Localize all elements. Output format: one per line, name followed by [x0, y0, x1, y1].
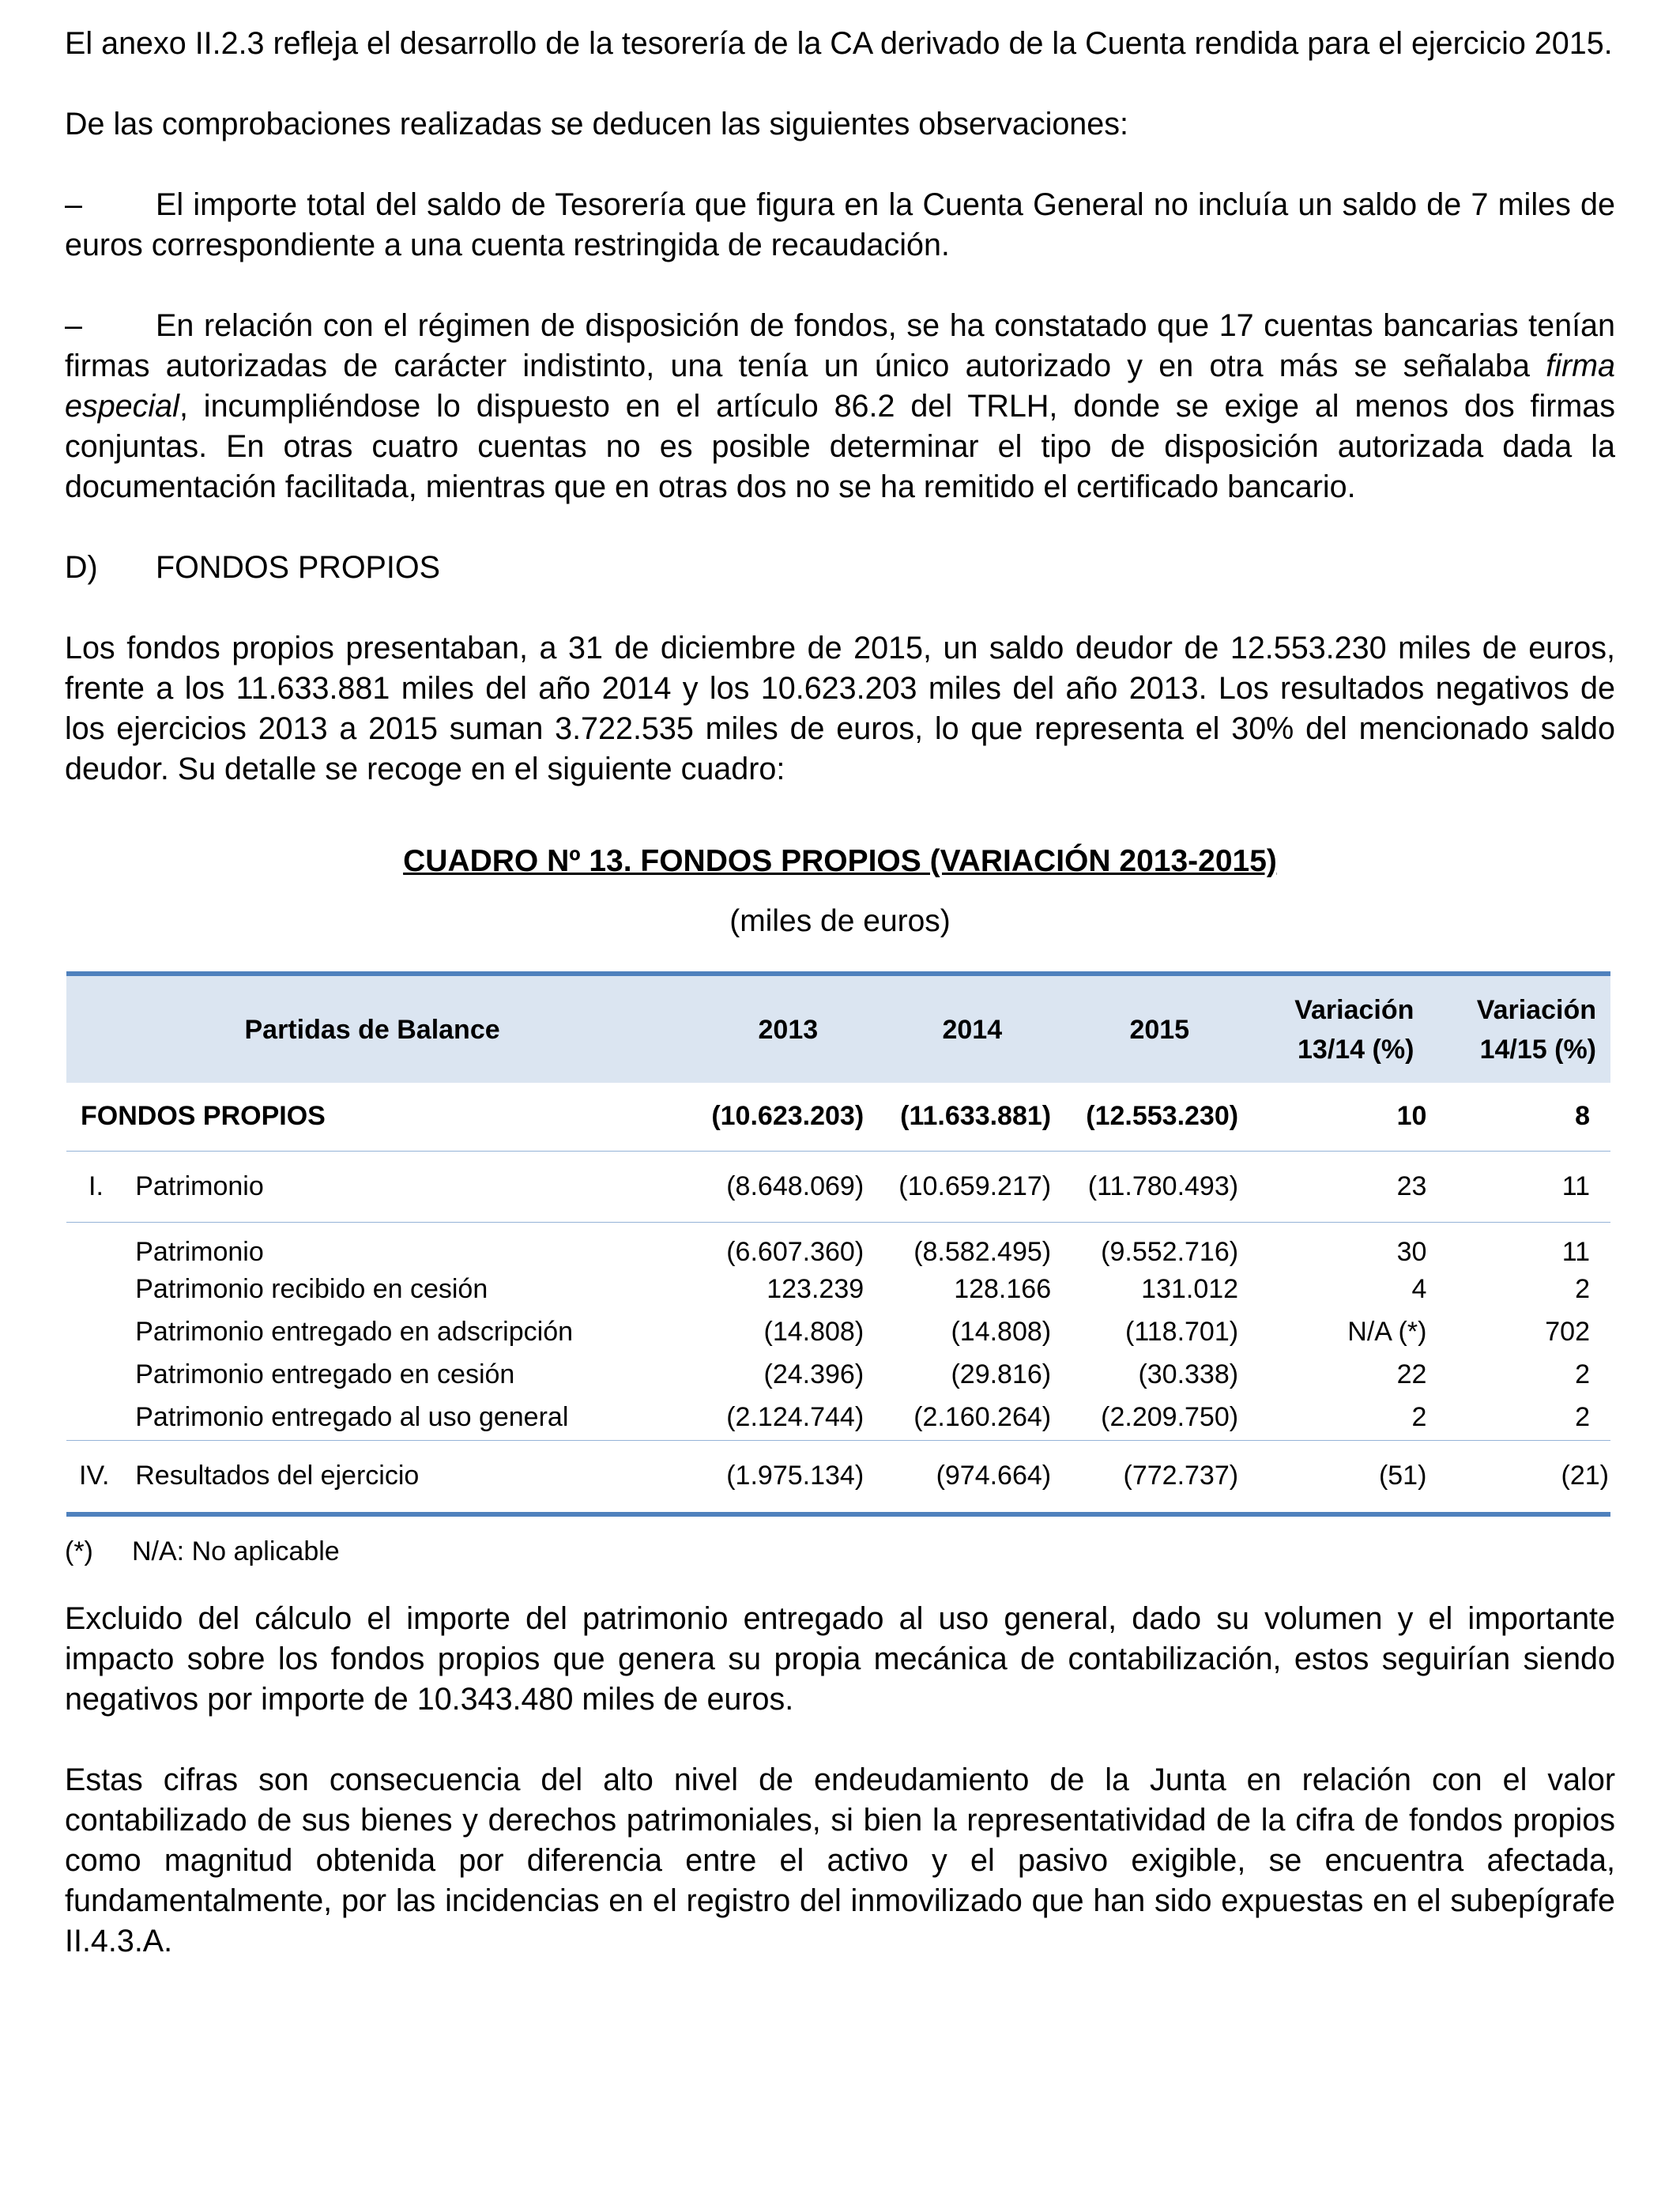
cell-var-13-14: N/A (*) [1347, 1316, 1427, 1347]
row-roman: IV. [79, 1461, 110, 1491]
cell-2015: 131.012 [1141, 1273, 1239, 1304]
paragraph-excluido-calculo: Excluido del cálculo el importe del patrimonio entregado al uso general, dado su volumen y el importante impacto sobre los fondos propios que genera su propia mecánica de contabilización, estos seguirían siendo negativos por importe de 10.343.480 miles de euros. [65, 1601, 1615, 1717]
cell-2013: (6.607.360) [726, 1237, 864, 1267]
section-heading [65, 548, 1615, 588]
cell-var-13-14: 30 [1396, 1237, 1427, 1267]
table-unit: (miles de euros) [729, 904, 951, 938]
bullet-text: El importe total del saldo de Tesorería que figura en la Cuenta General no incluía un saldo de 7 miles de euros correspondiente a una cuenta restringida de recaudación. [65, 187, 1615, 262]
cell-2015: (2.209.750) [1101, 1402, 1239, 1433]
row-label: Patrimonio [135, 1171, 264, 1201]
row-roman [66, 1353, 135, 1396]
cell-2014: (2.160.264) [913, 1402, 1052, 1433]
paragraph-observaciones-intro: De las comprobaciones realizadas se deducen las siguientes observaciones: [65, 107, 1128, 141]
header-variacion-14-15 [1428, 974, 1610, 1083]
cell-var-13-14: 23 [1396, 1171, 1427, 1201]
row-label: Resultados del ejercicio [135, 1461, 420, 1491]
bullet-text-part1: En relación con el régimen de disposición de fondos, se ha constatado que 17 cuentas bancarias tenían firmas autorizadas de carácter indistinto, una tenía un único autorizado y en otra más se señalaba [65, 308, 1615, 383]
table-row [66, 1222, 1610, 1268]
cell-2013: (1.975.134) [726, 1461, 864, 1491]
row-label: Patrimonio recibido en cesión [135, 1273, 488, 1304]
row-roman: I. [89, 1171, 104, 1201]
table-row [66, 1440, 1610, 1514]
cell-2013: (14.808) [763, 1316, 864, 1347]
header-variacion-label: Variación [1476, 994, 1596, 1025]
cell-2013: (10.623.203) [711, 1101, 864, 1132]
section-title: FONDOS PROPIOS [156, 550, 440, 585]
row-roman [66, 1222, 135, 1268]
row-label: FONDOS PROPIOS [81, 1101, 326, 1132]
paragraph-tesoreria-anexo: El anexo II.2.3 refleja el desarrollo de la tesorería de la CA derivado de la Cuenta rendida para el ejercicio 2015. [65, 26, 1613, 61]
cell-2015: (30.338) [1138, 1359, 1239, 1389]
table-row [66, 1353, 1610, 1396]
row-label: Patrimonio [135, 1237, 264, 1267]
cell-var-14-15: 2 [1575, 1402, 1590, 1433]
header-2014: 2014 [942, 1014, 1003, 1045]
cell-var-13-14: 4 [1411, 1273, 1427, 1304]
cell-2014: (974.664) [936, 1461, 1052, 1491]
cell-2014: (10.659.217) [898, 1171, 1052, 1201]
cell-var-14-15: 8 [1575, 1101, 1590, 1132]
cell-2015: (772.737) [1123, 1461, 1239, 1491]
document-page [65, 24, 1615, 1962]
row-roman [66, 1268, 135, 1310]
header-variacion-label: Variación [1294, 994, 1414, 1025]
cell-2014: 128.166 [954, 1273, 1052, 1304]
cell-2014: (29.816) [951, 1359, 1052, 1389]
header-partidas: Partidas de Balance [244, 1014, 500, 1045]
table-header-row [66, 974, 1610, 1083]
cell-var-14-15: 11 [1561, 1171, 1590, 1201]
bullet-dash: – [65, 308, 82, 343]
cell-2014: (8.582.495) [913, 1237, 1052, 1267]
header-variacion-period: 14/15 (%) [1479, 1034, 1596, 1065]
table-footnote [65, 1534, 1615, 1569]
cell-var-13-14: 10 [1396, 1101, 1427, 1132]
cell-var-14-15: 2 [1575, 1273, 1590, 1304]
table-row [66, 1268, 1610, 1310]
header-2013: 2013 [758, 1014, 819, 1045]
table-title: CUADRO Nº 13. FONDOS PROPIOS (VARIACIÓN 2013-2015) [403, 844, 1277, 878]
paragraph-endeudamiento: Estas cifras son consecuencia del alto nivel de endeudamiento de la Junta en relación con el valor contabilizado de sus bienes y derechos patrimoniales, si bien la representatividad de la cifra de fondos propios como magnitud obtenida por diferencia entre el activo y el pasivo exigible, se encuentra afectada, fundamentalmente, por las incidencias en el registro del inmovilizado que han sido expuestas en el subepígrafe II.4.3.A. [65, 1762, 1615, 1958]
row-label: Patrimonio entregado al uso general [135, 1402, 569, 1433]
section-letter: D) [65, 550, 98, 585]
table-row [66, 1083, 1610, 1151]
cell-2014: (11.633.881) [900, 1101, 1052, 1132]
table-row [66, 1396, 1610, 1440]
footnote-mark: (*) [65, 1536, 93, 1566]
row-label: Patrimonio entregado en adscripción [135, 1316, 574, 1347]
cell-2013: (24.396) [763, 1359, 864, 1389]
bullet-disposicion-fondos [65, 306, 1615, 507]
cell-var-14-15: (21) [1561, 1461, 1609, 1491]
cell-var-14-15: 702 [1545, 1316, 1590, 1347]
row-label: Patrimonio entregado en cesión [135, 1359, 515, 1389]
header-2015: 2015 [1129, 1014, 1190, 1045]
cell-2015: (118.701) [1125, 1316, 1239, 1347]
cell-var-13-14: 22 [1396, 1359, 1427, 1389]
cell-2015: (9.552.716) [1101, 1237, 1239, 1267]
table-row [66, 1310, 1610, 1353]
cell-2013: 123.239 [767, 1273, 864, 1304]
table-row [66, 1151, 1610, 1222]
cell-var-14-15: 2 [1575, 1359, 1590, 1389]
header-variacion-period: 13/14 (%) [1298, 1034, 1414, 1065]
paragraph-fondos-propios: Los fondos propios presentaban, a 31 de diciembre de 2015, un saldo deudor de 12.553.230 miles de euros, frente a los 11.633.881 miles del año 2014 y los 10.623.203 miles del año 2013. Los resultados negativos de los ejercicios 2013 a 2015 suman 3.722.535 miles de euros, lo que representa el 30% del mencionado saldo deudor. Su detalle se recoge en el siguiente cuadro: [65, 631, 1615, 786]
cell-var-13-14: (51) [1378, 1461, 1427, 1491]
row-roman [66, 1310, 135, 1353]
cell-2013: (8.648.069) [726, 1171, 864, 1201]
bullet-text-italic: firma especial [65, 349, 1615, 424]
cell-2014: (14.808) [951, 1316, 1052, 1347]
cell-var-14-15: 11 [1561, 1237, 1590, 1267]
footnote-text: N/A: No aplicable [132, 1536, 340, 1566]
cell-2013: (2.124.744) [726, 1402, 864, 1433]
cell-2015: (12.553.230) [1086, 1101, 1239, 1132]
bullet-dash: – [65, 187, 82, 222]
cell-var-13-14: 2 [1411, 1402, 1427, 1433]
header-variacion-13-14 [1238, 974, 1428, 1083]
cell-2015: (11.780.493) [1087, 1171, 1239, 1201]
fondos-propios-table [66, 971, 1610, 1517]
bullet-saldo-tesoreria [65, 185, 1615, 266]
bullet-text-part2: , incumpliéndose lo dispuesto en el artículo 86.2 del TRLH, donde se exige al menos dos firmas conjuntas. En otras cuatro cuentas no es posible determinar el tipo de disposición autorizada dada la documentación facilitada, mientras que en otras dos no se ha remitido el certificado bancario. [65, 389, 1615, 504]
row-roman [66, 1396, 135, 1440]
